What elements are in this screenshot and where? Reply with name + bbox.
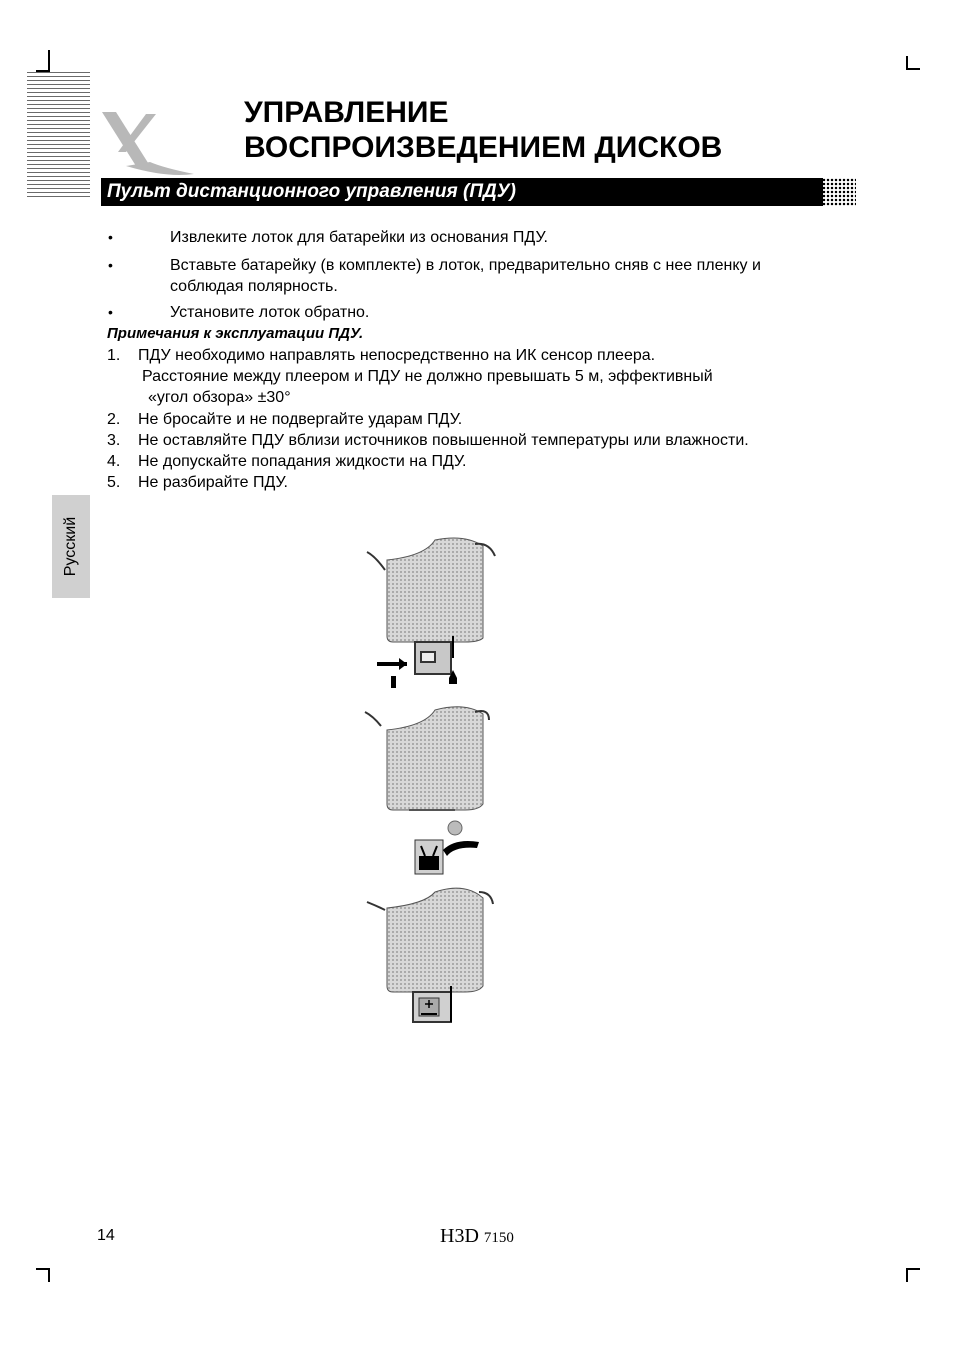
model-number: 7150 bbox=[483, 1230, 514, 1246]
step-1-remote bbox=[367, 538, 495, 688]
note-number: 5. bbox=[107, 474, 121, 491]
model-prefix: H3D bbox=[440, 1225, 479, 1247]
note-number: 2. bbox=[107, 411, 121, 428]
note-item: Не оставляйте ПДУ вблизи источников повышенной температуры или влажности. bbox=[138, 432, 749, 449]
bullet-item-line: Вставьте батарейку (в комплекте) в лоток, предварительно сняв с нее пленку и bbox=[170, 257, 761, 274]
bullet-item: Извлеките лоток для батарейки из основания ПДУ. bbox=[170, 229, 548, 246]
note-line: Расстояние между плеером и ПДУ не должно превышать 5 м, эффективный bbox=[142, 368, 713, 385]
step-3-remote bbox=[367, 888, 493, 1022]
header-stripes bbox=[27, 72, 90, 200]
crop-mark-bottom-right bbox=[906, 1268, 920, 1270]
page-title-line-1: УПРАВЛЕНИЕ bbox=[244, 96, 449, 129]
note-item: Не разбирайте ПДУ. bbox=[138, 474, 288, 491]
note-number: 1. bbox=[107, 347, 121, 364]
note-number: 4. bbox=[107, 453, 121, 470]
page-title bbox=[244, 95, 884, 165]
page-title-line-2: ВОСПРОИЗВЕДЕНИЕМ ДИСКОВ bbox=[244, 131, 723, 164]
note-line: «угол обзора» ±30° bbox=[148, 389, 291, 406]
note-number: 3. bbox=[107, 432, 121, 449]
section-header-dots bbox=[818, 178, 856, 206]
bullet-mark: • bbox=[108, 257, 113, 273]
step-2-remote bbox=[365, 707, 489, 810]
note-item: Не допускайте попадания жидкости на ПДУ. bbox=[138, 453, 467, 470]
section-title: Пульт дистанционного управления (ПДУ) bbox=[107, 181, 516, 202]
crop-mark-top-right-h bbox=[906, 68, 920, 70]
crop-mark-bottom-left-v bbox=[48, 1268, 50, 1282]
bullet-item bbox=[170, 255, 860, 297]
bullet-item-line: соблюдая полярность. bbox=[170, 278, 338, 295]
bullet-item: Установите лоток обратно. bbox=[170, 304, 370, 321]
remote-battery-tray-illustration bbox=[355, 530, 515, 1030]
x-logo-icon bbox=[96, 108, 196, 176]
crop-mark-bottom-right-v bbox=[906, 1268, 908, 1282]
note-item bbox=[138, 345, 858, 408]
note-line: ПДУ необходимо направлять непосредственно на ИК сенсор плеера. bbox=[138, 347, 656, 364]
bullet-mark: • bbox=[108, 304, 113, 320]
notes-title: Примечания к эксплуатации ПДУ. bbox=[107, 325, 364, 342]
page-number: 14 bbox=[97, 1227, 115, 1244]
language-tab-label: Русский bbox=[62, 516, 79, 577]
model-label bbox=[440, 1224, 514, 1250]
step-2-battery-tray bbox=[415, 821, 479, 874]
crop-mark-top-left bbox=[48, 50, 50, 72]
note-item: Не бросайте и не подвергайте ударам ПДУ. bbox=[138, 411, 463, 428]
bullet-mark: • bbox=[108, 229, 113, 245]
